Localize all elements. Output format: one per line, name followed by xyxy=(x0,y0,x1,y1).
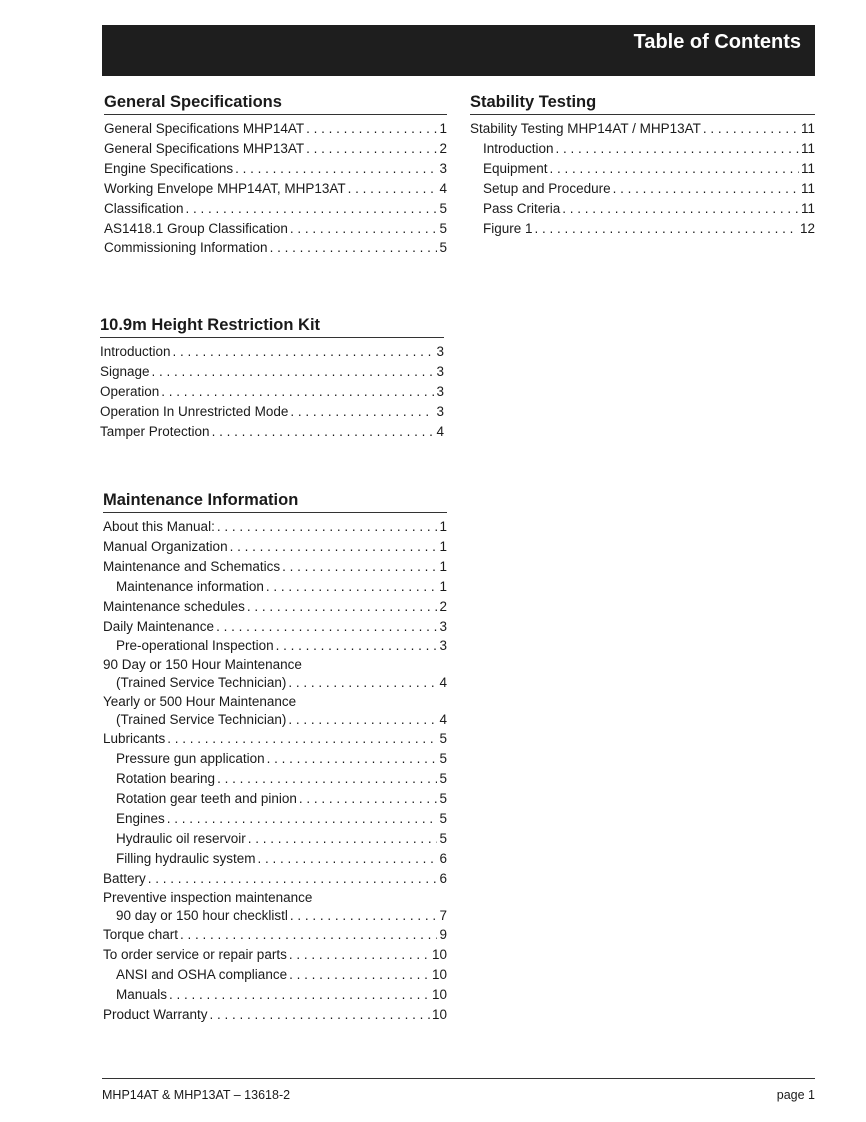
entry-page: 1 xyxy=(439,558,447,574)
entry-title: Manual Organization xyxy=(103,538,228,554)
entry-page: 5 xyxy=(439,771,447,787)
entry-page: 5 xyxy=(439,240,447,256)
toc-entry[interactable] xyxy=(103,617,447,637)
entry-title: General Specifications MHP14AT xyxy=(104,121,305,136)
entry-page: 10 xyxy=(431,947,447,962)
toc-entry[interactable] xyxy=(103,749,447,769)
entry-page: 10 xyxy=(431,986,447,1002)
entry-title: Pre-operational Inspection xyxy=(116,638,274,654)
toc-entry[interactable] xyxy=(100,342,444,362)
section-title: Maintenance Information xyxy=(103,489,447,513)
entry-page: 11 xyxy=(800,140,815,156)
toc-entry[interactable] xyxy=(104,119,447,139)
entry-title: ANSI and OSHA compliance xyxy=(116,966,288,982)
entry-page: 1 xyxy=(439,121,447,136)
toc-entry[interactable] xyxy=(103,557,447,577)
toc-entry[interactable] xyxy=(104,179,447,199)
entry-page: 5 xyxy=(439,751,447,767)
toc-entry[interactable] xyxy=(103,577,447,597)
toc-entry[interactable] xyxy=(104,199,447,219)
entry-title: Maintenance information xyxy=(116,578,264,594)
entry-title: Yearly or 500 Hour Maintenance xyxy=(103,693,297,709)
toc-entry[interactable] xyxy=(103,597,447,617)
toc-entry[interactable] xyxy=(103,869,447,889)
entry-page: 3 xyxy=(436,403,444,419)
entry-page: 2 xyxy=(439,598,447,614)
entry-title: 90 Day or 150 Hour Maintenance xyxy=(103,657,302,673)
section-general-specifications xyxy=(104,91,447,258)
entry-title: Engine Specifications xyxy=(104,160,234,176)
entry-title: Figure 1 xyxy=(483,220,533,236)
toc-entry[interactable] xyxy=(103,517,447,537)
entry-title: Introduction xyxy=(100,344,171,359)
entry-page: 3 xyxy=(436,383,444,399)
entry-title: Classification xyxy=(104,200,184,216)
toc-entry[interactable] xyxy=(103,636,447,656)
toc-entry[interactable] xyxy=(103,729,447,749)
toc-entry[interactable] xyxy=(103,693,447,730)
entry-page: 3 xyxy=(439,618,447,634)
entry-page: 2 xyxy=(439,140,447,156)
section-title: General Specifications xyxy=(104,91,447,115)
entry-title: Manuals xyxy=(116,986,168,1002)
toc-entry[interactable] xyxy=(104,238,447,258)
section-title: 10.9m Height Restriction Kit xyxy=(100,314,444,338)
entry-page: 1 xyxy=(439,538,447,554)
entry-page: 5 xyxy=(439,830,447,846)
toc-entry[interactable] xyxy=(103,925,447,945)
entry-title: Setup and Procedure xyxy=(483,180,611,196)
entry-page: 9 xyxy=(439,927,447,943)
toc-entry[interactable] xyxy=(103,809,447,829)
entry-page: 10 xyxy=(431,966,447,982)
section-stability-testing xyxy=(470,91,815,238)
entry-title: About this Manual: xyxy=(103,519,215,534)
entry-title: Operation In Unrestricted Mode xyxy=(100,403,289,419)
entry-title: Battery xyxy=(103,870,146,886)
entry-title: Hydraulic oil reservoir xyxy=(116,830,246,846)
entry-page: 3 xyxy=(439,160,447,176)
entry-page: 1 xyxy=(439,578,447,594)
entry-title: Rotation bearing xyxy=(116,771,216,787)
toc-entry[interactable] xyxy=(470,139,815,159)
entry-page: 11 xyxy=(800,160,815,176)
entry-title: General Specifications MHP13AT xyxy=(104,140,305,156)
entry-title: Introduction xyxy=(483,140,554,156)
entry-page: 5 xyxy=(439,810,447,826)
entry-title: Tamper Protection xyxy=(100,423,210,439)
entry-subtitle: (Trained Service Technician) xyxy=(116,675,287,691)
toc-entry[interactable] xyxy=(470,219,815,239)
entry-title: Lubricants xyxy=(103,731,166,747)
footer-page-number: page 1 xyxy=(776,1088,815,1102)
toc-entry[interactable] xyxy=(100,382,444,402)
entry-title: Torque chart xyxy=(103,927,179,943)
entry-title: Working Envelope MHP14AT, MHP13AT xyxy=(104,180,346,196)
toc-entry[interactable] xyxy=(103,1005,447,1025)
header-bar xyxy=(102,25,815,76)
entry-title: Rotation gear teeth and pinion xyxy=(116,791,297,807)
entry-title: Maintenance and Schematics xyxy=(103,558,281,574)
entry-page: 7 xyxy=(439,907,447,923)
toc-entry[interactable] xyxy=(470,119,815,139)
entry-title: Product Warranty xyxy=(103,1006,208,1022)
toc-entry[interactable] xyxy=(103,965,447,985)
toc-entry[interactable] xyxy=(103,656,447,693)
entry-title: Filling hydraulic system xyxy=(116,850,256,866)
toc-entry[interactable] xyxy=(470,179,815,199)
entry-page: 10 xyxy=(431,1006,447,1022)
entry-page: 11 xyxy=(800,200,815,216)
toc-entry[interactable] xyxy=(103,889,447,926)
entry-page: 5 xyxy=(439,791,447,807)
entry-page: 5 xyxy=(439,200,447,216)
entry-page: 3 xyxy=(436,363,444,379)
entry-subtitle: 90 day or 150 hour checklistl xyxy=(116,907,288,923)
entry-title: Operation xyxy=(100,383,160,399)
entry-page: 1 xyxy=(439,519,447,534)
entry-title: Pressure gun application xyxy=(116,751,265,767)
toc-entry[interactable] xyxy=(103,789,447,809)
toc-entry[interactable] xyxy=(103,769,447,789)
toc-entry[interactable] xyxy=(470,159,815,179)
section-title: Stability Testing xyxy=(470,91,815,115)
section-height-restriction-kit xyxy=(100,314,444,442)
entry-page: 3 xyxy=(436,344,444,359)
entry-title: Maintenance schedules xyxy=(103,598,245,614)
entry-title: Commissioning Information xyxy=(104,240,268,256)
footer-divider xyxy=(102,1078,815,1079)
entry-page: 6 xyxy=(439,870,447,886)
entry-page: 4 xyxy=(439,180,447,196)
toc-entry[interactable] xyxy=(103,537,447,557)
entry-page: 4 xyxy=(436,423,444,439)
entry-page: 6 xyxy=(439,850,447,866)
entry-page: 5 xyxy=(439,220,447,236)
entry-title: Preventive inspection maintenance xyxy=(103,889,313,905)
entry-title: To order service or repair parts xyxy=(103,947,287,962)
entry-page: 3 xyxy=(439,638,447,654)
toc-entry[interactable] xyxy=(100,402,444,422)
toc-entry[interactable] xyxy=(103,849,447,869)
toc-entry[interactable] xyxy=(104,219,447,239)
entry-title: Equipment xyxy=(483,160,548,176)
entry-page: 4 xyxy=(439,675,447,691)
toc-entry[interactable] xyxy=(100,422,444,442)
entry-title: AS1418.1 Group Classification xyxy=(104,220,288,236)
toc-entry[interactable] xyxy=(100,362,444,382)
entry-title: Stability Testing MHP14AT / MHP13AT xyxy=(470,121,701,136)
entry-page: 5 xyxy=(439,731,447,747)
entry-title: Pass Criteria xyxy=(483,200,561,216)
entry-page: 4 xyxy=(439,711,447,727)
entry-page: 12 xyxy=(799,220,815,236)
toc-entry[interactable] xyxy=(104,159,447,179)
toc-entry[interactable] xyxy=(470,199,815,219)
footer-document-id: MHP14AT & MHP13AT – 13618-2 xyxy=(102,1088,291,1102)
entry-page: 11 xyxy=(800,121,815,136)
toc-entry[interactable] xyxy=(103,985,447,1005)
page-title: Table of Contents xyxy=(633,31,801,53)
entry-title: Daily Maintenance xyxy=(103,618,215,634)
toc-entry[interactable] xyxy=(103,945,447,965)
entry-title: Engines xyxy=(116,810,165,826)
entry-title: Signage xyxy=(100,363,150,379)
toc-entry[interactable] xyxy=(104,139,447,159)
entry-page: 11 xyxy=(800,180,815,196)
entry-subtitle: (Trained Service Technician) xyxy=(116,711,287,727)
toc-entry[interactable] xyxy=(103,829,447,849)
section-maintenance-information xyxy=(103,489,447,1025)
